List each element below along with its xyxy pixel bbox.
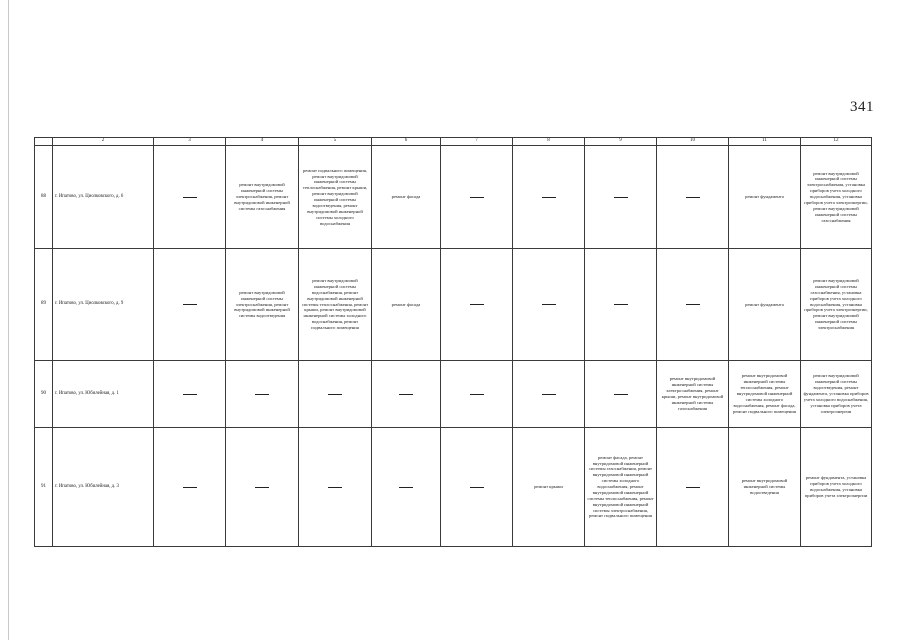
page-edge-line <box>8 0 9 640</box>
table-row <box>35 146 872 249</box>
table-row <box>35 249 872 361</box>
empty-cell <box>299 428 372 547</box>
dash-mark <box>328 487 342 488</box>
address-cell: г. Ипатово, ул. Циолковского, д. 6 <box>53 146 154 249</box>
column-number: 12 <box>801 138 872 146</box>
column-number: 6 <box>372 138 441 146</box>
column-number: 4 <box>226 138 299 146</box>
column-number: 11 <box>729 138 801 146</box>
dash-mark <box>614 197 628 198</box>
empty-cell <box>441 249 513 361</box>
empty-cell <box>441 146 513 249</box>
dash-mark <box>686 487 700 488</box>
empty-cell <box>441 361 513 428</box>
dash-mark <box>686 197 700 198</box>
work-cell: ремонт внутридомовой инженерной системы водоотведения, ремонт фундамента, установка приборов учета холодного водоснабжения, установка приборов учета электроэнергии <box>801 361 872 428</box>
dash-mark <box>542 304 556 305</box>
dash-mark <box>614 394 628 395</box>
work-cell: ремонт крыши <box>513 428 585 547</box>
empty-cell <box>372 428 441 547</box>
row-number: 88 <box>35 146 53 249</box>
column-number <box>35 138 53 146</box>
empty-cell <box>441 428 513 547</box>
work-cell: ремонт внутридомовой инженерной системы водоотведения <box>729 428 801 547</box>
dash-mark <box>470 197 484 198</box>
empty-cell <box>154 146 226 249</box>
address-cell: г. Ипатово, ул. Юбилейная, д. 3 <box>53 428 154 547</box>
empty-cell <box>513 361 585 428</box>
empty-cell <box>372 361 441 428</box>
row-number: 91 <box>35 428 53 547</box>
dash-mark <box>470 304 484 305</box>
work-cell: ремонт фасада <box>372 146 441 249</box>
dash-mark <box>542 197 556 198</box>
work-cell: ремонт фундамента <box>729 249 801 361</box>
empty-cell <box>657 146 729 249</box>
empty-cell <box>585 249 657 361</box>
empty-cell <box>154 361 226 428</box>
dash-mark <box>614 304 628 305</box>
work-cell: ремонт фундамента <box>729 146 801 249</box>
work-cell: ремонт фасада, ремонт внутридомовой инженерной системы газоснабжения, ремонт внутридомовой инженерной системы холодного водоснабжения, ремонт внутридомовой инженерной системы теплоснабжения, ремонт внутридомовой инженерной системы электроснабжения, ремонт подвального помещения <box>585 428 657 547</box>
column-number-row <box>35 138 872 146</box>
empty-cell <box>657 428 729 547</box>
empty-cell <box>513 249 585 361</box>
column-number: 9 <box>585 138 657 146</box>
dash-mark <box>183 394 197 395</box>
table-row <box>35 428 872 547</box>
work-cell: ремонт фундамента, установка приборов учета холодного водоснабжения, установка приборов учета электроэнергии <box>801 428 872 547</box>
work-cell: ремонт внутридомовой инженерной системы электроснабжения, установка приборов учета холодного водоснабжения, установка приборов учета электроэнергии, ремонт внутридомовой инженерной системы газоснабжения <box>801 146 872 249</box>
empty-cell <box>226 361 299 428</box>
work-cell: ремонт внутридомовой инженерной системы газоснабжения, установка приборов учета холодного водоснабжения, установка приборов учета электроэнергии, ремонт внутридомовой инженерной системы электроснабжения <box>801 249 872 361</box>
work-cell: ремонт подвального помещения, ремонт внутридомовой инженерной системы теплоснабжения, ремонт крыши, ремонт внутридомовой инженерной системы водоотведения, ремонт внутридомовой инженерной системы холодного водоснабжения <box>299 146 372 249</box>
page-number: 341 <box>850 99 874 115</box>
row-number: 90 <box>35 361 53 428</box>
work-cell: ремонт внутридомовой инженерной системы водоснабжения, ремонт внутридомовой инженерной системы теплоснабжения, ремонт крыши, ремонт внутридомовой инженерной системы холодного водоснабжения, ремонт подвального помещения <box>299 249 372 361</box>
empty-cell <box>299 361 372 428</box>
dash-mark <box>183 197 197 198</box>
empty-cell <box>513 146 585 249</box>
dash-mark <box>183 487 197 488</box>
empty-cell <box>154 428 226 547</box>
work-cell: ремонт фасада <box>372 249 441 361</box>
work-cell: ремонт внутридомовой инженерной системы теплоснабжения, ремонт внутридомовой инженерной системы холодного водоснабжения, ремонт фасада, ремонт подвального помещения <box>729 361 801 428</box>
empty-cell <box>585 146 657 249</box>
column-number: 8 <box>513 138 585 146</box>
dash-mark <box>470 487 484 488</box>
address-cell: г. Ипатово, ул. Юбилейная, д. 1 <box>53 361 154 428</box>
dash-mark <box>255 487 269 488</box>
table-row <box>35 361 872 428</box>
work-cell: ремонт внутридомовой инженерной системы электроснабжения, ремонт крыши, ремонт внутридомовой инженерной системы газоснабжения <box>657 361 729 428</box>
column-number: 10 <box>657 138 729 146</box>
work-cell: ремонт внутридомовой инженерной системы электроснабжения, ремонт внутридомовой инженерной системы водоотведения <box>226 249 299 361</box>
row-number: 89 <box>35 249 53 361</box>
dash-mark <box>183 304 197 305</box>
dash-mark <box>255 394 269 395</box>
empty-cell <box>585 361 657 428</box>
work-cell: ремонт внутридомовой инженерной системы электроснабжения, ремонт внутридомовой инженерной системы газоснабжения <box>226 146 299 249</box>
repair-schedule-table <box>34 137 872 547</box>
dash-mark <box>399 487 413 488</box>
column-number: 3 <box>154 138 226 146</box>
column-number: 5 <box>299 138 372 146</box>
address-cell: г. Ипатово, ул. Циолковского, д. 9 <box>53 249 154 361</box>
dash-mark <box>470 394 484 395</box>
dash-mark <box>328 394 342 395</box>
column-number: 7 <box>441 138 513 146</box>
column-number: 2 <box>53 138 154 146</box>
dash-mark <box>399 394 413 395</box>
empty-cell <box>154 249 226 361</box>
dash-mark <box>686 304 700 305</box>
empty-cell <box>226 428 299 547</box>
empty-cell <box>657 249 729 361</box>
dash-mark <box>542 394 556 395</box>
